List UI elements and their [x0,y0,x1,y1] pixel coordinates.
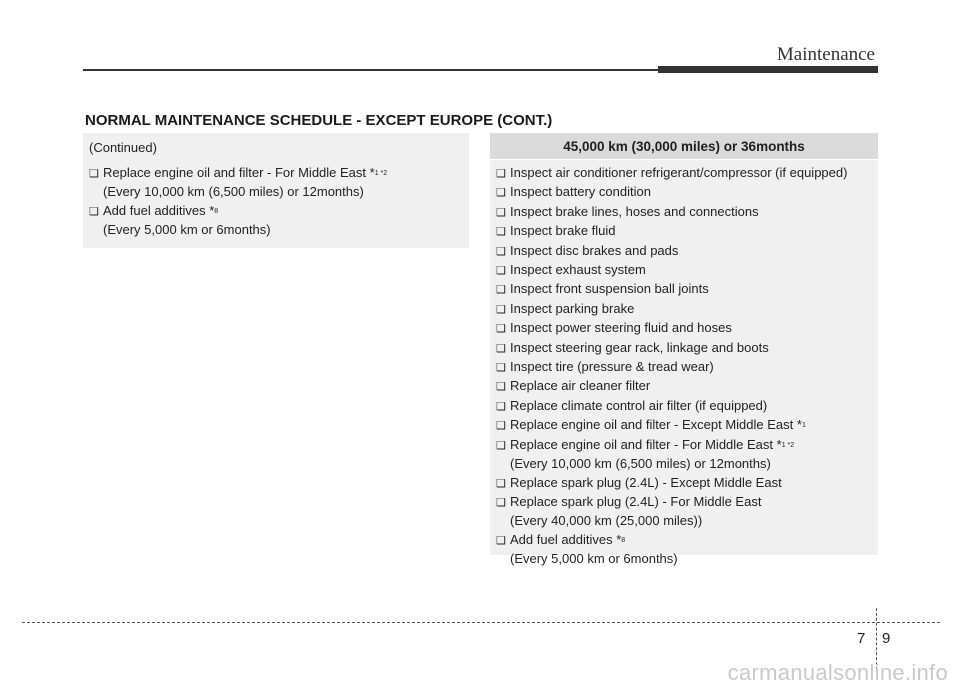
schedule-item-text: Inspect steering gear rack, linkage and boots [510,339,769,355]
schedule-item-text: Add fuel additives * [103,202,215,218]
footnote-marker: 1 *2 [374,170,388,177]
schedule-item-text: Inspect tire (pressure & tread wear) [510,359,714,375]
checkbox-icon: ❑ [496,477,506,490]
left-panel [83,133,469,248]
schedule-item [496,358,847,377]
schedule-item [496,377,847,396]
schedule-item-text: Replace spark plug (2.4L) - Except Middle East [510,474,782,490]
watermark-logo: carmanualsonline.info [727,660,948,685]
checkbox-icon: ❑ [496,342,506,355]
schedule-item-text: Inspect air conditioner refrigerant/compressor (if equipped) [510,165,848,180]
schedule-item [496,397,847,416]
schedule-item [496,416,847,435]
schedule-item-text: Replace engine oil and filter - For Middle East * [103,165,375,180]
continued-label: (Continued) [89,140,157,155]
checkbox-icon: ❑ [496,168,506,180]
schedule-item [496,183,847,202]
page-number: 9 [882,630,891,647]
checkbox-icon: ❑ [496,381,506,394]
schedule-item-text: Inspect parking brake [510,300,635,316]
schedule-item [496,493,847,531]
schedule-item [496,436,847,474]
schedule-item-text: Inspect brake lines, hoses and connections [510,203,759,219]
schedule-item-text: Inspect exhaust system [510,262,646,278]
checkbox-icon: ❑ [496,226,506,239]
schedule-item [496,203,847,222]
schedule-item-text: Inspect brake fluid [510,223,616,239]
checkbox-icon: ❑ [496,496,506,509]
schedule-item [89,202,387,240]
schedule-item [496,222,847,241]
footnote-marker: 1 *2 [781,441,795,449]
right-item-list [496,164,847,569]
right-panel [490,160,878,567]
schedule-item [496,242,847,261]
schedule-item [496,319,847,338]
page-title: NORMAL MAINTENANCE SCHEDULE - EXCEPT EUROPE (CONT.) [85,112,553,129]
schedule-item-text: Replace engine oil and filter - Except Middle East * [510,417,802,433]
checkbox-icon: ❑ [496,265,506,278]
schedule-item-interval: (Every 10,000 km (6,500 miles) or 12months) [103,184,364,200]
schedule-item-text: Inspect disc brakes and pads [510,242,679,258]
schedule-item [496,474,847,493]
footnote-marker: 8 [214,207,219,215]
chapter-number: 7 [857,630,866,647]
schedule-item-interval: (Every 40,000 km (25,000 miles)) [510,513,703,529]
checkbox-icon: ❑ [496,303,506,316]
schedule-item-text: Inspect battery condition [510,184,651,200]
checkbox-icon: ❑ [496,534,506,547]
schedule-item [496,300,847,319]
right-panel-heading: 45,000 km (30,000 miles) or 36months [490,133,878,159]
section-header: Maintenance [776,44,875,65]
schedule-item-interval: (Every 5,000 km or 6months) [510,551,678,567]
footer-dashed-rule [22,622,940,623]
schedule-item-text: Inspect front suspension ball joints [510,281,709,297]
schedule-item [89,164,387,202]
schedule-item [496,164,847,183]
checkbox-icon: ❑ [496,439,506,452]
schedule-item [496,261,847,280]
schedule-item-text: Replace engine oil and filter - For Middle East * [510,436,782,452]
schedule-item-text: Replace climate control air filter (if equipped) [510,397,768,413]
checkbox-icon: ❑ [89,205,99,218]
checkbox-icon: ❑ [496,362,506,375]
schedule-item-text: Replace air cleaner filter [510,378,651,394]
checkbox-icon: ❑ [496,400,506,413]
schedule-item [496,280,847,299]
footnote-marker: 8 [621,536,626,544]
checkbox-icon: ❑ [496,187,506,200]
schedule-item-text: Add fuel additives * [510,531,622,547]
footnote-marker: 1 [801,422,806,430]
left-item-list [89,164,387,240]
checkbox-icon: ❑ [496,284,506,297]
schedule-item-text: Inspect power steering fluid and hoses [510,320,732,336]
header-rule-thick [658,66,878,73]
checkbox-icon: ❑ [496,245,506,258]
schedule-item-interval: (Every 10,000 km (6,500 miles) or 12months) [510,456,771,472]
checkbox-icon: ❑ [496,323,506,336]
checkbox-icon: ❑ [89,168,99,180]
schedule-item [496,339,847,358]
checkbox-icon: ❑ [496,420,506,433]
schedule-item [496,531,847,569]
header-rule-thin [83,69,658,71]
schedule-item-interval: (Every 5,000 km or 6months) [103,222,271,238]
schedule-item-text: Replace spark plug (2.4L) - For Middle East [510,493,762,509]
checkbox-icon: ❑ [496,206,506,219]
